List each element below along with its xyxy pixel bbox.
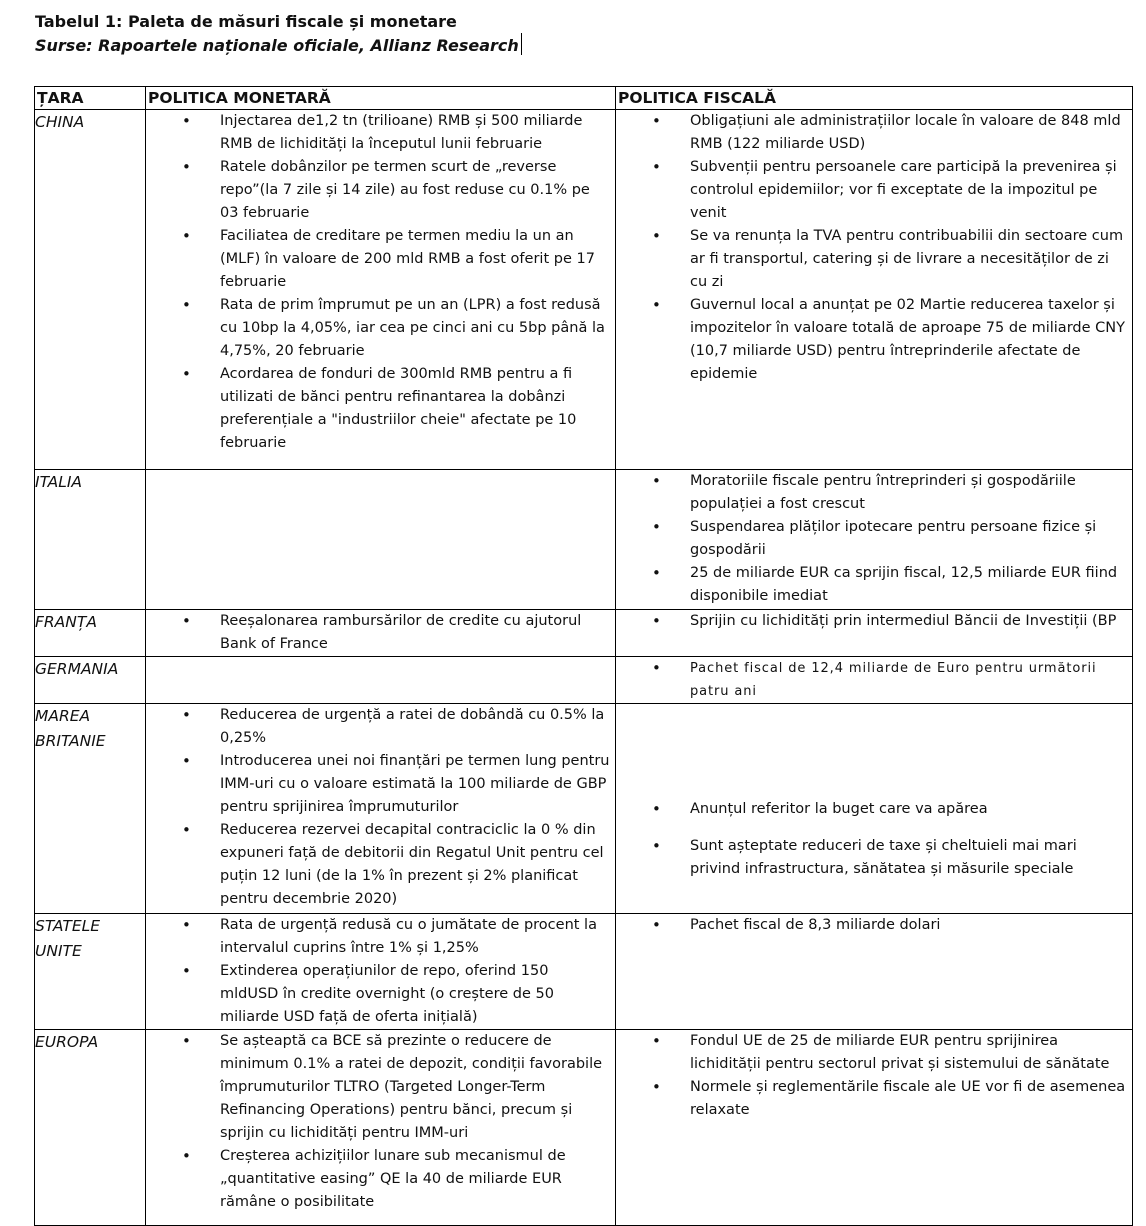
text-cursor	[521, 33, 522, 55]
monetary-measure-item: • Injectarea de1,2 tn (trilioane) RMB și 500 miliarde RMB de lichidități la începutul lunii februarie	[146, 110, 615, 156]
monetary-measure-item: • Reeșalonarea rambursărilor de credite cu ajutorul Bank of France	[146, 610, 615, 656]
fiscal-measure-item: • Normele și reglementările fiscale ale UE vor fi de asemenea relaxate	[616, 1076, 1132, 1122]
monetary-measures-list	[146, 110, 615, 455]
monetary-policy-cell	[146, 470, 616, 610]
column-header-country: ȚARA	[35, 87, 146, 110]
table-caption-title: Tabelul 1: Paleta de măsuri fiscale și monetare	[35, 12, 457, 31]
fiscal-measure-item: • Sprijin cu lichidități prin intermediul Băncii de Investiții (BP	[616, 610, 1132, 633]
table-row	[35, 610, 1133, 657]
document-header	[35, 10, 522, 57]
country-cell: MAREA BRITANIE	[35, 704, 146, 914]
monetary-measures-list	[146, 704, 615, 911]
monetary-measure-item: • Extinderea operațiunilor de repo, oferind 150 mldUSD în credite overnight (o creștere de 50 miliarde USD față de oferta inițială)	[146, 960, 615, 1029]
policy-table	[34, 86, 1133, 1226]
source-text: Surse: Rapoartele naționale oficiale, Allianz Research	[35, 36, 519, 55]
fiscal-measures-list	[616, 610, 1132, 633]
fiscal-policy-cell	[616, 470, 1133, 610]
monetary-measures-list	[146, 610, 615, 656]
fiscal-measure-item: • Moratoriile fiscale pentru întreprinderi și gospodăriile populației a fost crescut	[616, 470, 1132, 516]
monetary-policy-cell	[146, 657, 616, 704]
fiscal-measure-item: • Fondul UE de 25 de miliarde EUR pentru sprijinirea lichidității pentru sectorul privat și sistemului de sănătate	[616, 1030, 1132, 1076]
country-cell: ITALIA	[35, 470, 146, 610]
monetary-policy-cell	[146, 1030, 616, 1226]
country-cell: STATELE UNITE	[35, 914, 146, 1030]
country-cell: GERMANIA	[35, 657, 146, 704]
fiscal-policy-cell	[616, 610, 1133, 657]
monetary-measure-item: • Introducerea unei noi finanțări pe termen lung pentru IMM-uri cu o valoare estimată la 100 miliarde de GBP pentru sprijinirea împrumuturilor	[146, 750, 615, 819]
fiscal-policy-cell	[616, 914, 1133, 1030]
fiscal-policy-cell	[616, 1030, 1133, 1226]
monetary-measure-item: • Ratele dobânzilor pe termen scurt de „reverse repo”(la 7 zile și 14 zile) au fost reduse cu 0.1% pe 03 februarie	[146, 156, 615, 225]
table-caption-source	[35, 33, 522, 57]
table-row	[35, 1030, 1133, 1226]
monetary-measures-list	[146, 914, 615, 1029]
fiscal-measure-item: • Pachet fiscal de 12,4 miliarde de Euro pentru următorii patru ani	[616, 657, 1132, 703]
fiscal-measures-list	[616, 657, 1132, 703]
monetary-measure-item: • Reducerea rezervei decapital contraciclic la 0 % din expuneri față de debitorii din Regatul Unit pentru cel puțin 12 luni (de la 1% în prezent și 2% planificat pentru decembrie 2020)	[146, 819, 615, 911]
table-row	[35, 657, 1133, 704]
country-cell: EUROPA	[35, 1030, 146, 1226]
table-row	[35, 704, 1133, 914]
fiscal-measures-list	[616, 110, 1132, 386]
fiscal-measure-item: • Guvernul local a anunțat pe 02 Martie reducerea taxelor și impozitelor în valoare totală de aproape 75 de miliarde CNY (10,7 miliarde USD) pentru întreprinderile afectate de epidemie	[616, 294, 1132, 386]
fiscal-policy-cell	[616, 704, 1133, 914]
fiscal-measure-item: • 25 de miliarde EUR ca sprijin fiscal, 12,5 miliarde EUR fiind disponibile imediat	[616, 562, 1132, 608]
table-row	[35, 914, 1133, 1030]
monetary-policy-cell	[146, 914, 616, 1030]
table-body	[35, 110, 1133, 1226]
fiscal-measure-item: • Subvenții pentru persoanele care participă la prevenirea și controlul epidemiilor; vor fi exceptate de la impozitul pe venit	[616, 156, 1132, 225]
fiscal-measure-item: • Suspendarea plăților ipotecare pentru persoane fizice și gospodării	[616, 516, 1132, 562]
fiscal-measures-list	[616, 914, 1132, 937]
monetary-measures-list	[146, 1030, 615, 1214]
monetary-measure-item: • Se așteaptă ca BCE să prezinte o reducere de minimum 0.1% a ratei de depozit, condiții favorabile împrumuturilor TLTRO (Targeted Longer-Term Refinancing Operations) pentru bănci, precum și sprijin cu lichidități pentru IMM-uri	[146, 1030, 615, 1145]
column-header-monetary: POLITICA MONETARĂ	[146, 87, 616, 110]
monetary-measure-item: • Rata de urgență redusă cu o jumătate de procent la intervalul cuprins între 1% și 1,25%	[146, 914, 615, 960]
fiscal-measures-list	[616, 798, 1132, 881]
monetary-measure-item: • Creșterea achizițiilor lunare sub mecanismul de „quantitative easing” QE la 40 de miliarde EUR rămâne o posibilitate	[146, 1145, 615, 1214]
monetary-measure-item: • Acordarea de fonduri de 300mld RMB pentru a fi utilizati de bănci pentru refinantarea la dobânzi preferențiale a "industriilor cheie" afectate pe 10 februarie	[146, 363, 615, 455]
fiscal-measure-item: • Pachet fiscal de 8,3 miliarde dolari	[616, 914, 1132, 937]
fiscal-measure-item: • Sunt așteptate reduceri de taxe și cheltuieli mai mari privind infrastructura, sănătatea și măsurile speciale	[616, 835, 1132, 881]
fiscal-measures-list	[616, 1030, 1132, 1122]
column-header-fiscal: POLITICA FISCALĂ	[616, 87, 1133, 110]
country-cell: FRANȚA	[35, 610, 146, 657]
monetary-policy-cell	[146, 110, 616, 470]
fiscal-policy-cell	[616, 110, 1133, 470]
monetary-policy-cell	[146, 610, 616, 657]
fiscal-measures-list	[616, 470, 1132, 608]
table-row	[35, 110, 1133, 470]
fiscal-measure-item: • Obligațiuni ale administrațiilor locale în valoare de 848 mld RMB (122 miliarde USD)	[616, 110, 1132, 156]
monetary-measure-item: • Rata de prim împrumut pe un an (LPR) a fost redusă cu 10bp la 4,05%, iar cea pe cinci ani cu 5bp până la 4,75%, 20 februarie	[146, 294, 615, 363]
fiscal-measure-item: • Se va renunța la TVA pentru contribuabilii din sectoare cum ar fi transportul, catering și de livrare a necesităților de zi cu zi	[616, 225, 1132, 294]
monetary-measure-item: • Faciliatea de creditare pe termen mediu la un an (MLF) în valoare de 200 mld RMB a fost oferit pe 17 februarie	[146, 225, 615, 294]
table-row	[35, 470, 1133, 610]
country-cell: CHINA	[35, 110, 146, 470]
fiscal-measure-item: • Anunțul referitor la buget care va apărea	[616, 798, 1132, 821]
monetary-policy-cell	[146, 704, 616, 914]
fiscal-policy-cell	[616, 657, 1133, 704]
monetary-measure-item: • Reducerea de urgență a ratei de dobândă cu 0.5% la 0,25%	[146, 704, 615, 750]
table-header-row	[35, 87, 1133, 110]
